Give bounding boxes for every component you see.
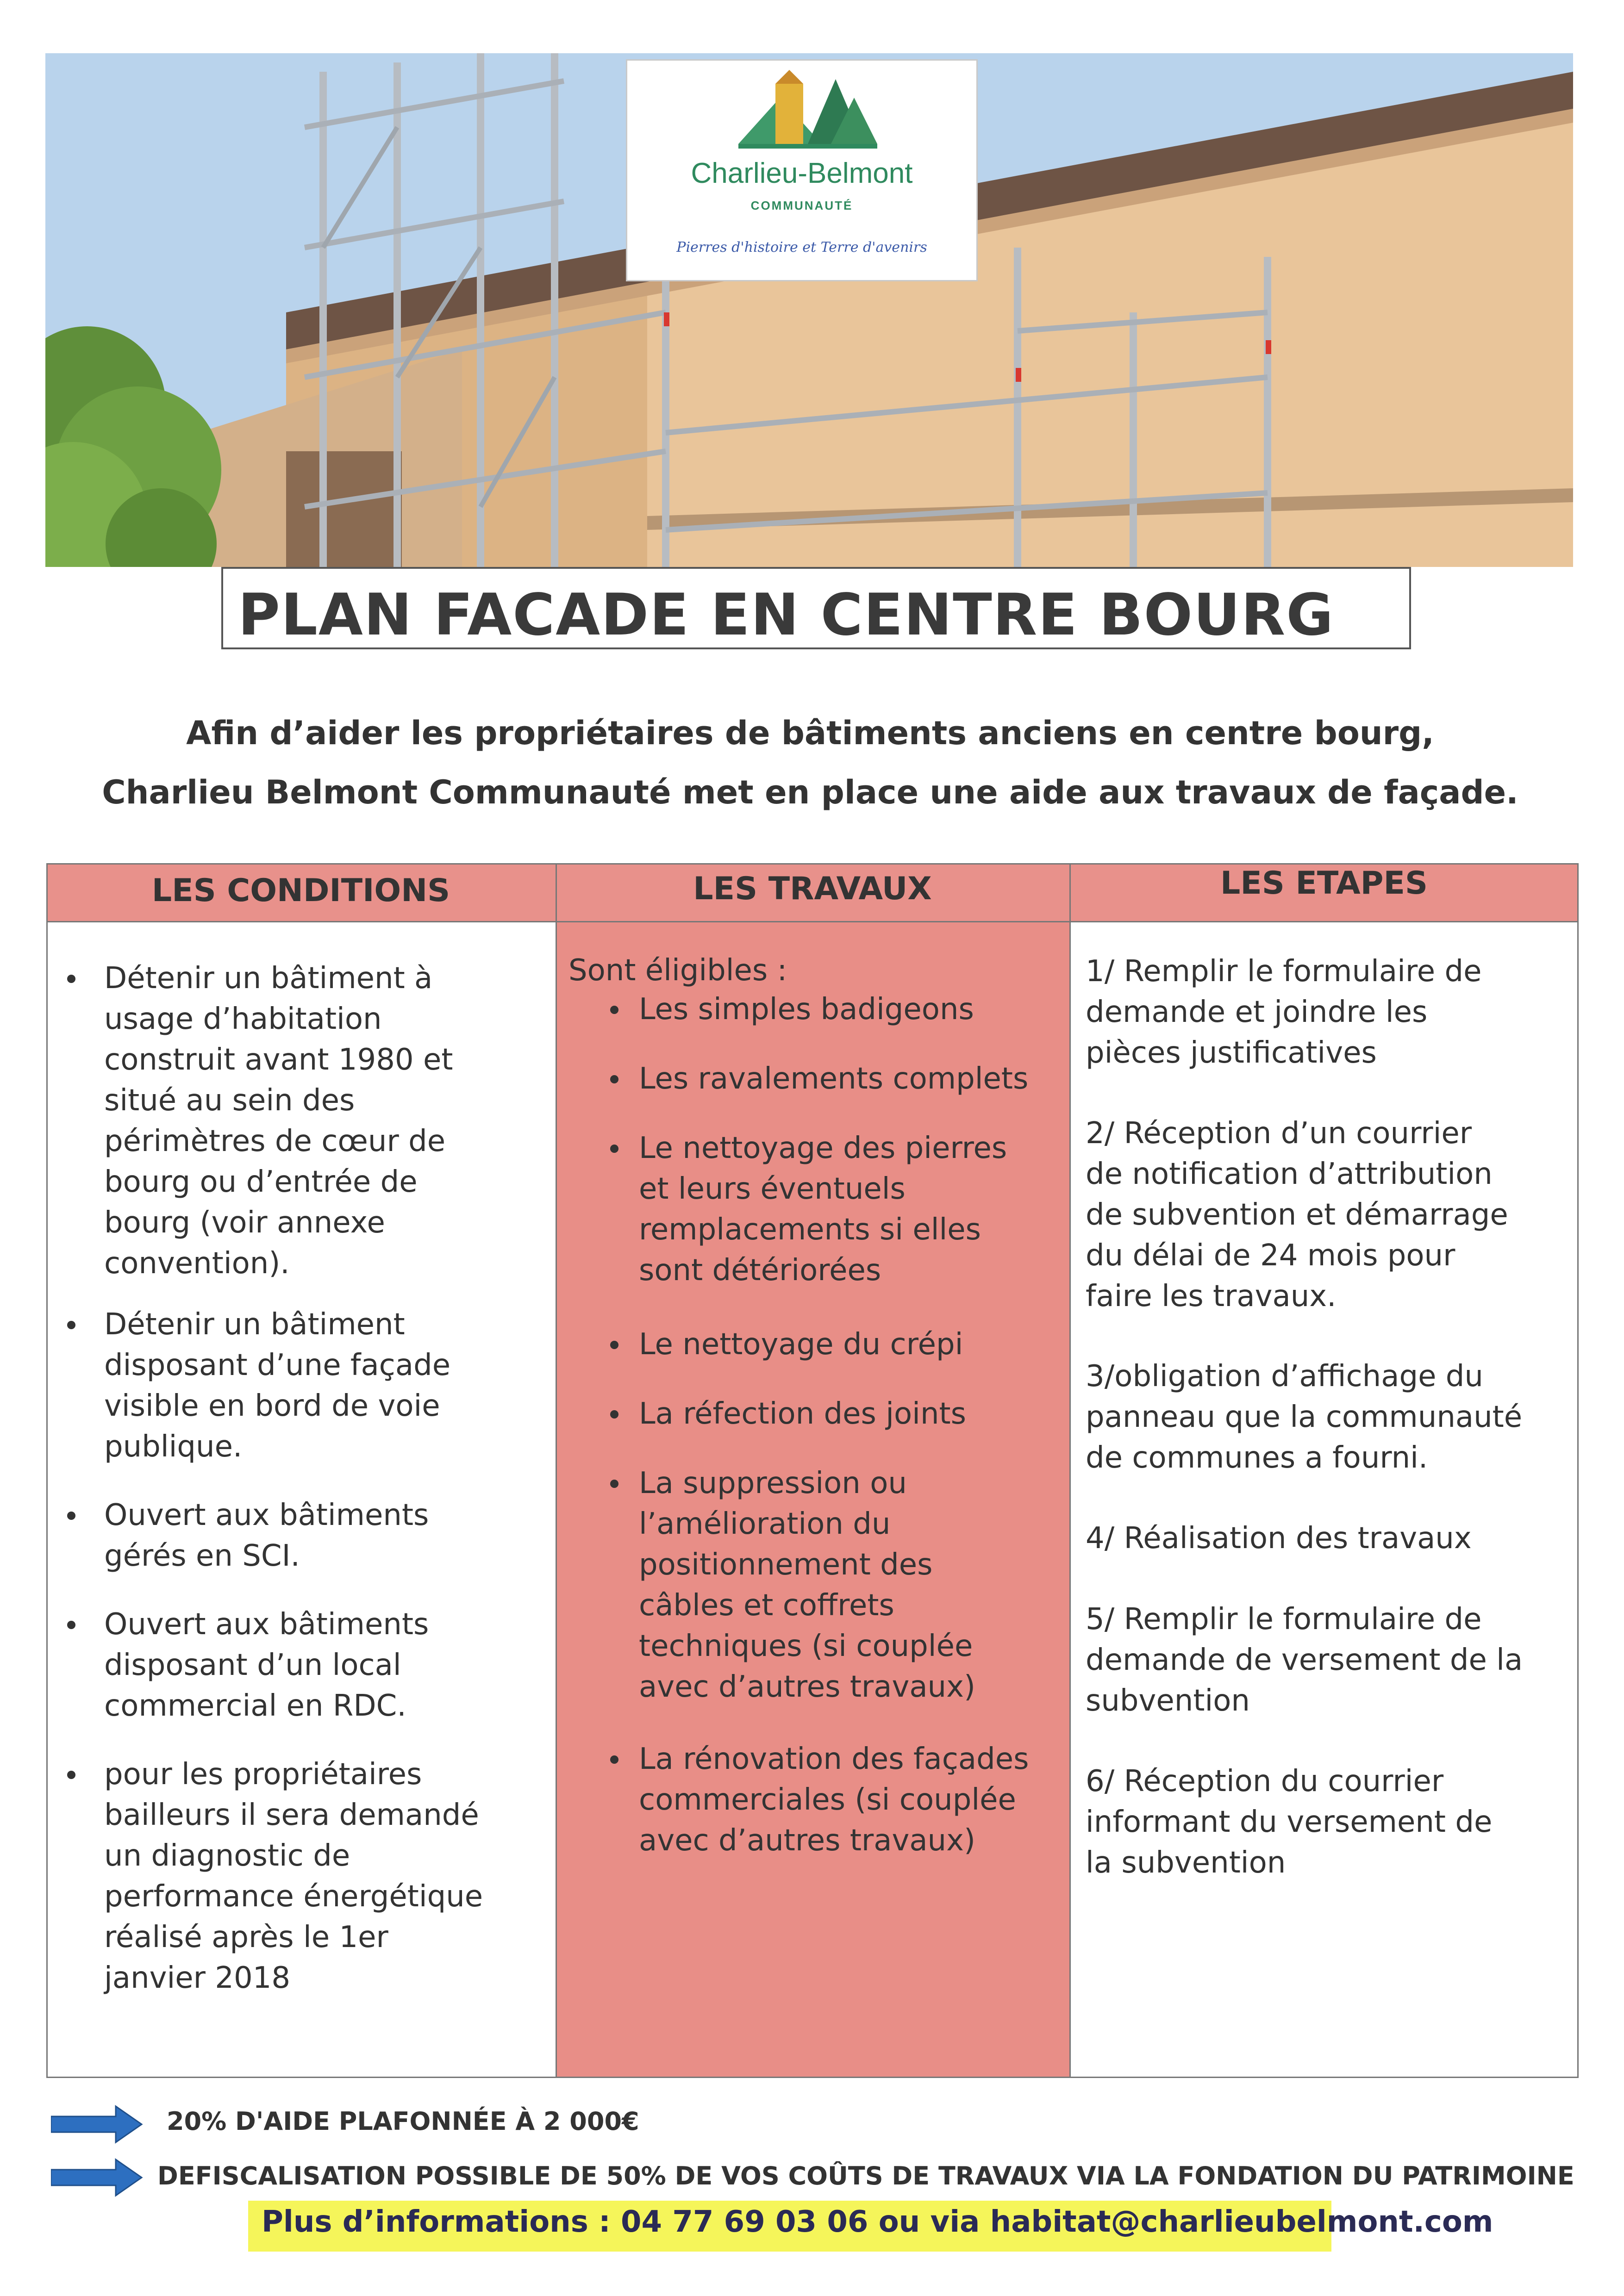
- aide-note: 20% D'AIDE PLAFONNÉE À 2 000€: [167, 2107, 639, 2136]
- travaux-line: remplacements si elles: [639, 1213, 981, 1247]
- travaux-line: avec d’autres travaux): [639, 1670, 975, 1704]
- etape-line: de notification d’attribution: [1086, 1157, 1493, 1191]
- condition-line: disposant d’une façade: [104, 1348, 451, 1382]
- travaux-item: [639, 1058, 1069, 1099]
- travaux-line: positionnement des: [639, 1548, 933, 1582]
- bullet-icon: [610, 1075, 618, 1083]
- condition-line: disposant d’un local: [104, 1648, 401, 1682]
- condition-line: publique.: [104, 1430, 243, 1464]
- etape-item: [1086, 1356, 1567, 1478]
- bullet-icon: [610, 1006, 618, 1014]
- condition-line: visible en bord de voie: [104, 1389, 440, 1423]
- travaux-line: La rénovation des façades: [639, 1742, 1029, 1776]
- travaux-item: [639, 1739, 1069, 1861]
- column-divider-1: [556, 863, 557, 2078]
- travaux-heading: Sont éligibles :: [568, 953, 787, 988]
- etape-line: la subvention: [1086, 1846, 1286, 1880]
- bullet-icon: [67, 1321, 75, 1329]
- condition-item: [104, 1754, 539, 1998]
- condition-line: bailleurs il sera demandé: [104, 1798, 479, 1832]
- logo-emblem-icon: [627, 61, 979, 153]
- etape-line: panneau que la communauté: [1086, 1400, 1523, 1434]
- condition-line: réalisé après le 1er: [104, 1920, 388, 1954]
- etape-item: [1086, 1599, 1567, 1721]
- travaux-item: [639, 1128, 1069, 1291]
- etape-line: 2/ Réception d’un courrier: [1086, 1116, 1472, 1151]
- etape-line: du délai de 24 mois pour: [1086, 1238, 1455, 1273]
- condition-line: performance énergétique: [104, 1879, 483, 1914]
- etape-item: [1086, 951, 1567, 1073]
- bullet-icon: [610, 1341, 618, 1349]
- arrow-right-icon: [51, 2157, 144, 2198]
- logo-card: [626, 59, 978, 281]
- condition-line: gérés en SCI.: [104, 1539, 300, 1573]
- condition-item: [104, 1604, 539, 1726]
- condition-line: un diagnostic de: [104, 1839, 350, 1873]
- travaux-line: La suppression ou: [639, 1466, 907, 1500]
- page-title: PLAN FACADE EN CENTRE BOURG: [238, 582, 1334, 648]
- travaux-line: avec d’autres travaux): [639, 1823, 975, 1858]
- travaux-line: Le nettoyage du crépi: [639, 1327, 963, 1362]
- condition-line: construit avant 1980 et: [104, 1043, 453, 1077]
- condition-line: Détenir un bâtiment à: [104, 961, 433, 996]
- condition-line: pour les propriétaires: [104, 1757, 422, 1792]
- condition-line: janvier 2018: [104, 1961, 291, 1995]
- travaux-line: techniques (si couplée: [639, 1629, 973, 1663]
- bullet-icon: [67, 1512, 75, 1520]
- intro-line-1: Afin d’aider les propriétaires de bâtiments anciens en centre bourg,: [186, 714, 1434, 752]
- travaux-line: Les ravalements complets: [639, 1062, 1029, 1096]
- condition-item: [104, 958, 539, 1284]
- etape-item: [1086, 1518, 1567, 1559]
- logo-tagline: Pierres d'histoire et Terre d'avenirs: [676, 239, 927, 255]
- etape-line: faire les travaux.: [1086, 1279, 1337, 1313]
- travaux-line: câbles et coffrets: [639, 1588, 894, 1623]
- intro-line-2: Charlieu Belmont Communauté met en place une aide aux travaux de façade.: [102, 773, 1518, 811]
- logo-subtitle: COMMUNAUTÉ: [750, 199, 853, 212]
- bullet-icon: [610, 1145, 618, 1153]
- bullet-icon: [67, 1621, 75, 1629]
- etape-line: demande de versement de la: [1086, 1643, 1523, 1677]
- title-frame: [221, 567, 1411, 649]
- condition-line: périmètres de cœur de: [104, 1124, 446, 1158]
- etape-line: subvention: [1086, 1684, 1250, 1718]
- etape-line: informant du versement de: [1086, 1805, 1493, 1839]
- condition-item: [104, 1495, 539, 1576]
- etape-line: de subvention et démarrage: [1086, 1198, 1508, 1232]
- etape-item: [1086, 1113, 1567, 1317]
- column-divider-2: [1069, 863, 1071, 2078]
- condition-line: Détenir un bâtiment: [104, 1307, 405, 1342]
- column-header-travaux: LES TRAVAUX: [693, 871, 932, 907]
- etape-line: 1/ Remplir le formulaire de: [1086, 954, 1482, 989]
- logo-name: Charlieu-Belmont: [691, 157, 913, 189]
- info-table: [46, 863, 1579, 2078]
- etape-line: demande et joindre les: [1086, 995, 1428, 1029]
- travaux-item: [639, 1463, 1069, 1707]
- defiscalisation-note: DEFISCALISATION POSSIBLE DE 50% DE VOS COÛTS DE TRAVAUX VIA LA FONDATION DU PATRIMOINE: [157, 2161, 1574, 2190]
- condition-line: situé au sein des: [104, 1083, 355, 1118]
- travaux-line: Le nettoyage des pierres: [639, 1131, 1007, 1165]
- column-header-conditions: LES CONDITIONS: [151, 872, 450, 909]
- condition-line: bourg ou d’entrée de: [104, 1165, 418, 1199]
- etape-line: pièces justificatives: [1086, 1036, 1377, 1070]
- travaux-line: commerciales (si couplée: [639, 1783, 1016, 1817]
- intro-paragraph: [46, 703, 1574, 822]
- condition-line: convention).: [104, 1246, 290, 1281]
- bullet-icon: [610, 1755, 618, 1764]
- arrow-right-icon: [51, 2103, 144, 2145]
- condition-line: usage d’habitation: [104, 1002, 382, 1036]
- etape-line: de communes a fourni.: [1086, 1441, 1428, 1475]
- bullet-icon: [67, 975, 75, 983]
- condition-line: Ouvert aux bâtiments: [104, 1607, 429, 1642]
- etape-line: 3/obligation d’affichage du: [1086, 1359, 1483, 1394]
- condition-line: Ouvert aux bâtiments: [104, 1498, 429, 1532]
- travaux-item: [639, 1324, 1069, 1365]
- etape-line: 6/ Réception du courrier: [1086, 1764, 1444, 1798]
- etape-line: 5/ Remplir le formulaire de: [1086, 1602, 1482, 1636]
- travaux-line: l’amélioration du: [639, 1507, 891, 1541]
- condition-line: commercial en RDC.: [104, 1689, 406, 1723]
- travaux-item: [639, 1394, 1069, 1434]
- etape-item: [1086, 1761, 1567, 1883]
- bullet-icon: [610, 1410, 618, 1419]
- column-header-etapes: LES ETAPES: [1220, 865, 1428, 902]
- condition-item: [104, 1304, 539, 1467]
- condition-line: bourg (voir annexe: [104, 1206, 385, 1240]
- etape-line: 4/ Réalisation des travaux: [1086, 1521, 1472, 1556]
- travaux-line: et leurs éventuels: [639, 1172, 906, 1206]
- bullet-icon: [67, 1771, 75, 1779]
- travaux-line: Les simples badigeons: [639, 992, 974, 1027]
- travaux-line: sont détériorées: [639, 1253, 881, 1288]
- travaux-line: La réfection des joints: [639, 1397, 966, 1431]
- travaux-item: [639, 989, 1069, 1030]
- contact-info: Plus d’informations : 04 77 69 03 06 ou via habitat@charlieubelmont.com: [262, 2205, 1493, 2239]
- bullet-icon: [610, 1480, 618, 1488]
